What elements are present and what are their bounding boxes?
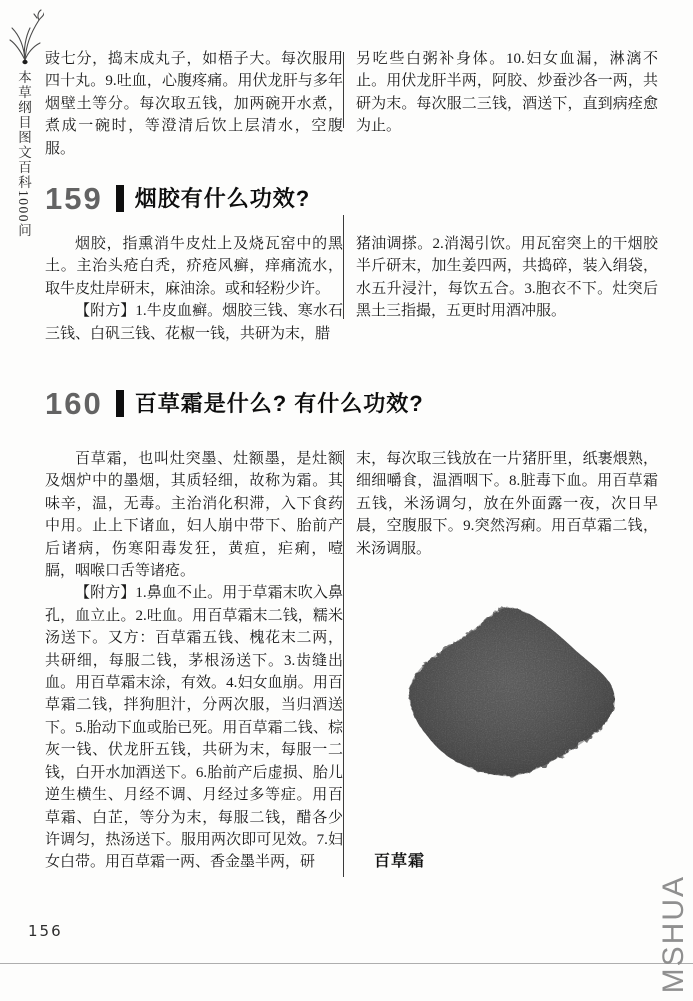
figure-caption: 百草霜	[374, 853, 426, 870]
top-left-column: 豉七分，捣末成丸子，如梧子大。每次服用四十丸。9.吐血，心腹疼痛。用伏龙肝与多年烟壁土等分。每次取五钱，加两碗开水煮，煮成一碗时，等澄清后饮上层清水，空腹服。	[45, 51, 343, 157]
footer-rule	[0, 963, 693, 964]
page-number: 156	[28, 922, 63, 940]
top-right-column: 另吃些白粥补身体。10.妇女血漏，淋漓不止。用伏龙肝半两，阿胶、炒蚕沙各一两，共研为末。每次服二三钱，酒送下，直到病痊愈为止。	[356, 51, 658, 135]
section-divider-bar	[116, 185, 124, 212]
watermark-text: MSHUA	[657, 874, 690, 993]
section-divider-bar	[116, 390, 124, 417]
book-title: 本草纲目图文百科1000问	[16, 70, 31, 238]
section-159-header	[45, 183, 310, 214]
section-160-header	[45, 388, 424, 419]
column-divider	[343, 52, 344, 128]
section-160-right-column: 末，每次取三钱放在一片猪肝里，纸裹煨熟，细细嚼食，温酒咽下。8.脏毒下血。用百草霜五钱，米汤调匀，放在外面露一夜，次日早晨，空腹服下。9.突然泻痢。用百草霜二钱，米汤调服。	[356, 451, 658, 557]
section-160-title: 百草霜是什么? 有什么功效?	[134, 390, 424, 416]
section-160-left-column: 百草霜，也叫灶突墨、灶额墨，是灶额及烟炉中的墨烟，其质轻细，故称为霜。其味辛，温，无毒。主治消化积滞，入下食药中用。止上下诸血，妇人崩中带下、胎前产后诸病，伤寒阳毒发狂，黄疸，疟痢，噎膈，咽喉口舌等诸疮。 【附方】1.鼻血不止。用于草霜末吹入鼻孔，血立止。2.吐血。用百草霜末二钱，糯米汤送下。又方：百草霜五钱、槐花末二两，共研细，每服二钱，茅根汤送下。3.齿缝出血。用百草霜末涂，有效。4.妇女血崩。用百草霜二钱，拌狗胆汁，分两次服，当归酒送下。5.胎动下血或胎已死。用百草霜二钱、棕灰一钱、伏龙肝五钱，共研为末，每服一二钱，白开水加酒送下。6.胎前产后虚损、胎儿逆生横生、月经不调、月经过多等症。用百草霜、白芷，等分为末，每服二钱，醋各少许调匀，热汤送下。服用两次即可见效。7.妇女白带。用百草霜一两、香金墨半两，研	[45, 451, 343, 871]
section-160-number: 160	[45, 386, 103, 421]
baicaoshuang-photo	[392, 586, 630, 798]
section-159-right-column: 猪油调搽。2.消渴引饮。用瓦窑突上的干烟胶半斤研末，加生姜四两，共捣碎，装入绢袋，水五升浸汁，每饮五合。3.胞衣不下。灶突后黑土三指撮，五更时用酒冲服。	[356, 236, 658, 320]
plant-illustration-icon	[6, 6, 44, 68]
section-159-left-column: 烟胶，指熏消牛皮灶上及烧瓦窑中的黑土。主治头疮白秃，疥疮风癣，痒痛流水，取牛皮灶岸研末，麻油涂。或和轻粉少许。 【附方】1.牛皮血癣。烟胶三钱、寒水石三钱、白矾三钱、花椒一钱，共研为末，腊	[45, 236, 343, 342]
column-divider	[343, 215, 344, 319]
column-divider	[343, 450, 344, 877]
section-159-title: 烟胶有什么功效?	[134, 185, 311, 211]
section-159-number: 159	[45, 181, 103, 216]
